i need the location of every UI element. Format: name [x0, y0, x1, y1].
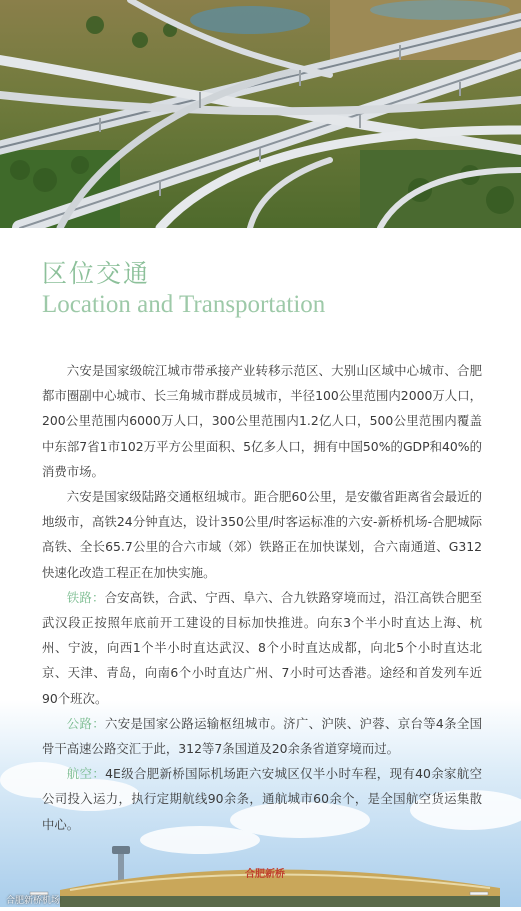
- railway-label: 铁路：: [66, 589, 105, 605]
- airport-sign: 合肥新桥: [245, 869, 285, 880]
- title-english: Location and Transportation: [42, 291, 326, 318]
- paragraph-aviation: [42, 761, 482, 837]
- highway-label: 公路：: [66, 715, 105, 731]
- aviation-text: 4E级合肥新桥国际机场距六安城区仅半小时车程，现有40余家航空公司投入运力，执行定期航线90余条，通航城市60余个，是全国航空货运集散中心。: [42, 766, 483, 832]
- highway-text: 六安是国家公路运输枢纽城市。济广、沪陕、沪蓉、京台等4条全国骨干高速公路交汇于此，312等7条国道及20余条省道穿境而过。: [42, 715, 482, 757]
- paragraph-highway: [42, 711, 482, 761]
- railway-text: 合安高铁，合武、宁西、阜六、合九铁路穿境而过，沿江高铁合肥至武汉段正按照年底前开工建设的目标加快推进。向东3个半小时直达上海、杭州、宁波，向西1个半小时直达武汉、8个小时直达成都，向北5个小时直达北京、天津、青岛，向南6个小时直达广州、7小时可达香港。途经和首发列车近90个班次。: [42, 589, 483, 706]
- photo-caption: 合肥新桥机场: [6, 896, 61, 906]
- aviation-label: 航空：: [66, 766, 106, 782]
- section-heading: [42, 259, 325, 321]
- body-text: [42, 358, 482, 837]
- paragraph-railway: [42, 585, 482, 711]
- interchange-aerial-photo: [0, 0, 521, 228]
- title-chinese: 区位交通: [42, 259, 151, 288]
- paragraph-intro: 六安是国家级皖江城市带承接产业转移示范区、大别山区域中心城市、合肥都市圈副中心城市、长三角城市群成员城市，半径100公里范围内2000万人口，200公里范围内6000万人口，300公里范围内1.2亿人口，500公里范围内覆盖中东部7省1市102万平方公里面积、5亿多人口，拥有中国50%的GDP和40%的消费市场。: [42, 363, 482, 479]
- paragraph-land-transport: 六安是国家级陆路交通枢纽城市。距合肥60公里，是安徽省距离省会最近的地级市，高铁24分钟直达，设计350公里/时客运标准的六安-新桥机场-合肥城际高铁、全长65.7公里的合六市域（郊）铁路正在加快谋划，合六南通道、G312快速化改造工程正在加快实施。: [42, 489, 482, 580]
